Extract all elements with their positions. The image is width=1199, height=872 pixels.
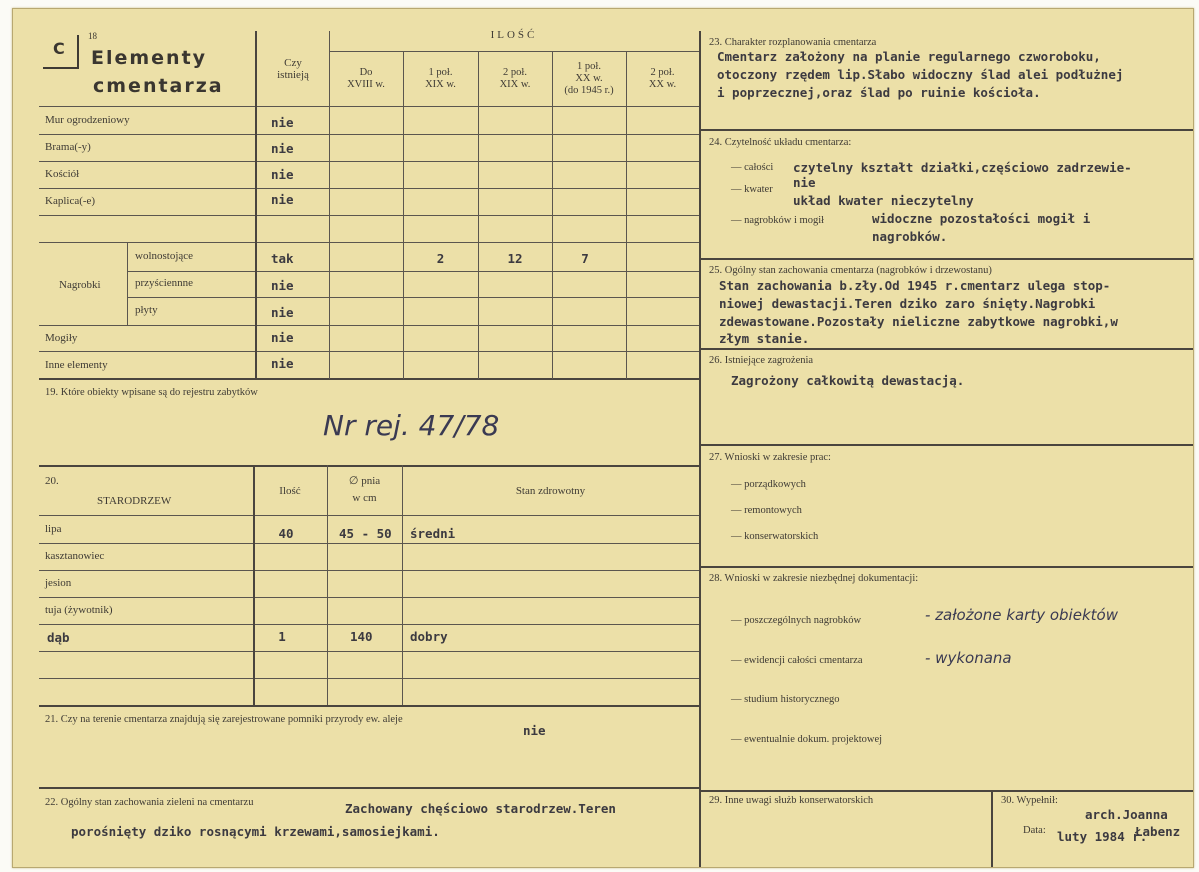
tree-name: jesion xyxy=(45,577,72,589)
q25-line: Stan zachowania b.zły.Od 1945 r.cmentarz ulega stop- xyxy=(719,278,1111,293)
q25-line: złym stanie. xyxy=(719,331,810,346)
exists-value: nie xyxy=(271,141,294,156)
rule xyxy=(699,348,1193,350)
q25-line: zdewastowane.Pozostały nieliczne zabytkowe nagrobki,w xyxy=(719,314,1118,329)
q28-hand1: - założone karty obiektów xyxy=(925,606,1118,624)
q24-graves-line2: nagrobków. xyxy=(872,229,948,244)
q20-number: 20. xyxy=(45,475,59,487)
q24-graves-line1: widoczne pozostałości mogił i xyxy=(872,211,1091,226)
q25-label: 25. Ogólny stan zachowania cmentarza (nagrobków i drzewostanu) xyxy=(709,265,992,276)
q24-quarters-label: — kwater xyxy=(731,184,773,195)
q30-date: luty 1984 r. xyxy=(1057,829,1148,844)
q28-item: — ewidencji całości cmentarza xyxy=(731,655,863,666)
rule xyxy=(39,597,699,598)
q27-item: — konserwatorskich xyxy=(731,531,819,542)
section-number: 18 xyxy=(88,31,97,41)
header-period-4: 1 poł. XX w. (do 1945 r.) xyxy=(564,61,614,96)
q27-label: 27. Wnioski w zakresie prac: xyxy=(709,452,831,463)
q30-date-label: Data: xyxy=(1023,825,1046,836)
section-letter: C xyxy=(53,39,65,58)
q28-item: — poszczególnych nagrobków xyxy=(731,615,862,626)
exists-value: nie xyxy=(271,330,294,345)
count-value: 2 xyxy=(436,251,445,266)
rule xyxy=(39,325,699,326)
rule xyxy=(402,465,403,705)
element-label: Kaplica(-e) xyxy=(45,195,96,207)
q20-col-qty: Ilość xyxy=(279,485,301,497)
q28-label: 28. Wnioski w zakresie niezbędnej dokumentacji: xyxy=(709,573,919,584)
q28-item: — studium historycznego xyxy=(731,694,840,705)
header-period-5: 2 poł. XX w. xyxy=(648,67,677,90)
rule xyxy=(403,51,404,379)
header-quantity: ILOŚĆ xyxy=(490,29,538,41)
q20-col-name: STARODRZEW xyxy=(97,495,172,507)
q26-label: 26. Istniejące zagrożenia xyxy=(709,355,814,366)
rule xyxy=(699,258,1193,260)
rule xyxy=(127,297,699,298)
rule xyxy=(552,51,553,379)
q30-filled-by: arch.Joanna xyxy=(1085,807,1168,822)
section-title-line2: cmentarza xyxy=(93,75,224,97)
q21-label: 21. Czy na terenie cmentarza znajdują się zarejestrowane pomniki przyrody ew. aleje xyxy=(45,714,403,725)
rule xyxy=(255,31,257,379)
q24-quarters: układ kwater nieczytelny xyxy=(793,193,974,208)
rule xyxy=(39,188,699,189)
rule xyxy=(127,271,699,272)
rule xyxy=(39,543,699,544)
q22-answer-line1: Zachowany chęściowo starodrzew.Teren xyxy=(345,801,616,816)
q21-answer: nie xyxy=(523,723,546,738)
tree-diam: 45 - 50 xyxy=(339,526,392,541)
tree-diam: 140 xyxy=(350,629,373,644)
rule xyxy=(699,129,1193,131)
element-label: Mur ogrodzeniowy xyxy=(45,114,130,126)
exists-value: tak xyxy=(271,251,294,266)
rule xyxy=(39,624,699,625)
element-label: Kościół xyxy=(45,168,80,180)
element-label: Brama(-y) xyxy=(45,141,91,153)
rule xyxy=(699,790,1193,792)
record-card xyxy=(12,8,1194,868)
rule xyxy=(39,570,699,571)
count-value: 12 xyxy=(507,251,523,266)
rule xyxy=(39,515,699,516)
element-label: Mogiły xyxy=(45,332,78,344)
q26-answer: Zagrożony całkowitą dewastacją. xyxy=(731,373,965,388)
rule xyxy=(39,705,699,707)
q23-line: otoczony rzędem lip.Słabo widoczny ślad alei podłużnej xyxy=(717,67,1124,82)
page-divider xyxy=(699,31,701,867)
rule xyxy=(699,566,1193,568)
tree-qty: 1 xyxy=(278,629,286,644)
header-exists: Czy istnieją xyxy=(277,57,309,81)
q23-label: 23. Charakter rozplanowania cmentarza xyxy=(709,37,877,48)
q19-answer: Nr rej. 47/78 xyxy=(323,409,500,442)
header-period-3: 2 poł. XIX w. xyxy=(499,67,531,90)
count-value: 7 xyxy=(581,251,589,266)
q19-label: 19. Które obiekty wpisane są do rejestru zabytków xyxy=(45,387,258,398)
q27-item: — porządkowych xyxy=(731,479,806,490)
q30-filled-by-2: Łabenz xyxy=(1135,824,1181,839)
rule xyxy=(39,134,699,135)
q28-item: — ewentualnie dokum. projektowej xyxy=(731,734,883,745)
exists-value: nie xyxy=(271,167,294,182)
rule xyxy=(39,106,699,107)
nagrobki-label: Nagrobki xyxy=(59,279,101,291)
exists-value: nie xyxy=(271,278,294,293)
element-label: płyty xyxy=(135,304,158,316)
tree-name: kasztanowiec xyxy=(45,550,105,562)
element-label: Inne elementy xyxy=(45,359,108,371)
element-label: wolnostojące xyxy=(135,250,194,262)
tree-name: lipa xyxy=(45,523,62,535)
rule xyxy=(478,51,479,379)
q24-whole-cont: nie xyxy=(793,175,816,190)
rule xyxy=(39,378,699,380)
q22-label: 22. Ogólny stan zachowania zieleni na cmentarzu xyxy=(45,797,254,808)
rule xyxy=(253,465,255,705)
rule xyxy=(127,242,128,325)
q30-label: 30. Wypełnił: xyxy=(1001,795,1058,806)
element-label: przyściennne xyxy=(135,277,194,289)
rule xyxy=(699,444,1193,446)
exists-value: nie xyxy=(271,305,294,320)
q23-line: i poprzecznej,oraz ślad po ruinie kościoła. xyxy=(717,85,1041,100)
exists-value: nie xyxy=(271,356,294,371)
q28-hand2: - wykonana xyxy=(925,649,1012,667)
q20-col-health: Stan zdrowotny xyxy=(515,485,586,497)
exists-value: nie xyxy=(271,115,294,130)
rule xyxy=(626,51,627,379)
q29-label: 29. Inne uwagi służb konserwatorskich xyxy=(709,795,874,806)
q20-col-diam: ∅ pnia w cm xyxy=(348,475,381,504)
tree-health: średni xyxy=(410,526,456,541)
q25-line: niowej dewastacji.Teren dziko zaro śnięty.Nagrobki xyxy=(719,296,1096,311)
rule xyxy=(39,242,699,243)
q27-item: — remontowych xyxy=(731,505,802,516)
rule xyxy=(39,465,699,467)
rule xyxy=(39,161,699,162)
q23-line: Cmentarz założony na planie regularnego czworoboku, xyxy=(717,49,1101,64)
rule xyxy=(39,215,699,216)
rule xyxy=(39,351,699,352)
tree-name: tuja (żywotnik) xyxy=(45,604,113,616)
q24-graves-label: — nagrobków i mogił xyxy=(731,215,825,226)
tree-qty: 40 xyxy=(278,526,294,541)
q24-whole: czytelny kształt działki,częściowo zadrzewie- xyxy=(793,160,1132,175)
rule xyxy=(39,651,699,652)
header-period-2: 1 poł. XIX w. xyxy=(425,67,456,90)
q24-label: 24. Czytelność układu cmentarza: xyxy=(709,137,852,148)
tree-health: dobry xyxy=(410,629,448,644)
tree-name: dąb xyxy=(47,630,70,645)
exists-value: nie xyxy=(271,192,294,207)
rule xyxy=(329,51,699,52)
rule xyxy=(39,678,699,679)
rule xyxy=(991,790,993,867)
q22-answer-line2: porośnięty dziko rosnącymi krzewami,samosiejkami. xyxy=(71,824,440,839)
header-period-1: Do XVIII w. xyxy=(347,67,385,90)
section-title-line1: Elementy xyxy=(91,47,208,69)
q24-whole-label: — całości xyxy=(731,162,774,173)
rule xyxy=(39,787,699,789)
